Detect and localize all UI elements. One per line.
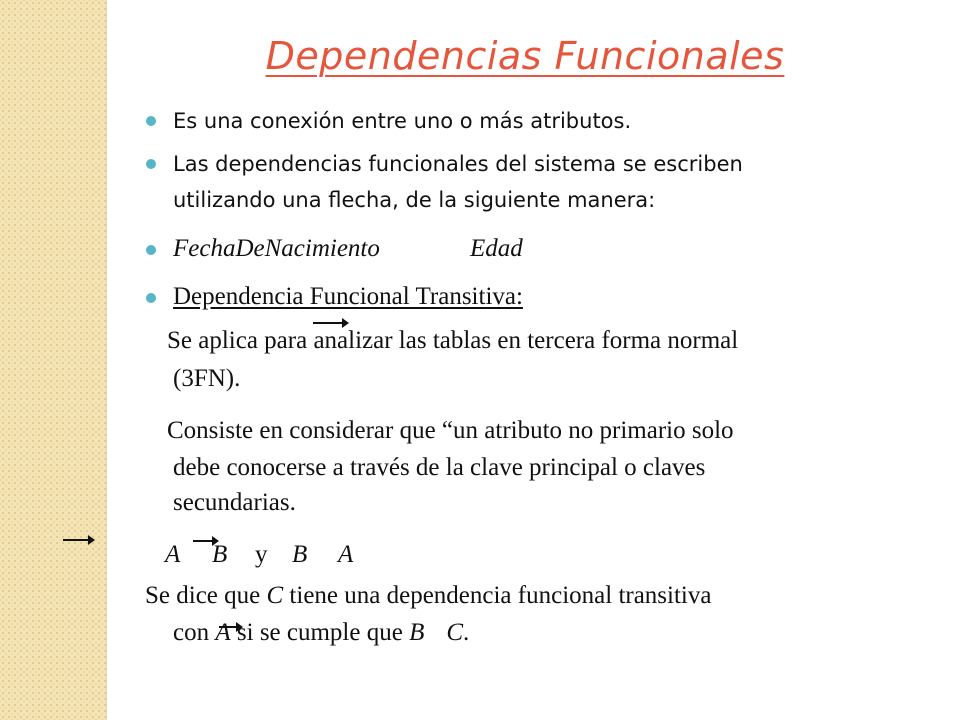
conclusion-var-b: B	[409, 619, 425, 646]
formula-b1: B	[212, 541, 228, 568]
conclusion-text: con	[173, 619, 216, 646]
consists-line-3: secundarias.	[173, 489, 296, 516]
conclusion-var-c2: C	[446, 619, 464, 646]
formula-a1: A	[165, 541, 181, 568]
formula-and: y	[255, 541, 268, 568]
slide-title: Dependencias Funcionales	[265, 34, 785, 78]
applies-line-1: Se aplica para analizar las tablas en tercera forma normal	[167, 327, 739, 354]
bullet-text-notation-line1: Las dependencias funcionales del sistema se escriben	[173, 152, 743, 176]
conclusion-line-1	[145, 579, 711, 613]
consists-line-1: Consiste en considerar que “un atributo no primario solo	[167, 417, 734, 444]
conclusion-var-a: A	[215, 619, 231, 646]
bullet-marker	[146, 159, 156, 169]
conclusion-line-2	[173, 616, 469, 650]
conclusion-text: .	[463, 619, 470, 646]
transitive-heading: Dependencia Funcional Transitiva:	[173, 283, 523, 310]
decorative-sidebar	[0, 0, 106, 720]
fd-example-right: Edad	[470, 235, 523, 262]
fd-example-left: FechaDeNacimiento	[173, 235, 380, 262]
applies-line-2: (3FN).	[173, 365, 241, 392]
conclusion-text: Se dice que	[145, 582, 267, 609]
bullet-marker	[146, 245, 156, 255]
sidebar-divider	[106, 0, 107, 720]
bullet-text-notation-line2: utilizando una flecha, de la siguiente manera:	[173, 188, 656, 212]
formula-b2: B	[292, 541, 308, 568]
arrow-right-icon	[63, 539, 91, 541]
bullet-marker	[146, 293, 156, 303]
conclusion-text: tiene una dependencia funcional transitiva	[283, 582, 712, 609]
consists-line-2: debe conocerse a través de la clave principal o claves	[173, 454, 706, 481]
conclusion-var-c: C	[266, 582, 284, 609]
conclusion-text: si se cumple que	[230, 619, 410, 646]
formula-a2: A	[338, 541, 354, 568]
bullet-text-connection: Es una conexión entre uno o más atributos.	[173, 109, 632, 133]
bullet-marker	[146, 116, 156, 126]
